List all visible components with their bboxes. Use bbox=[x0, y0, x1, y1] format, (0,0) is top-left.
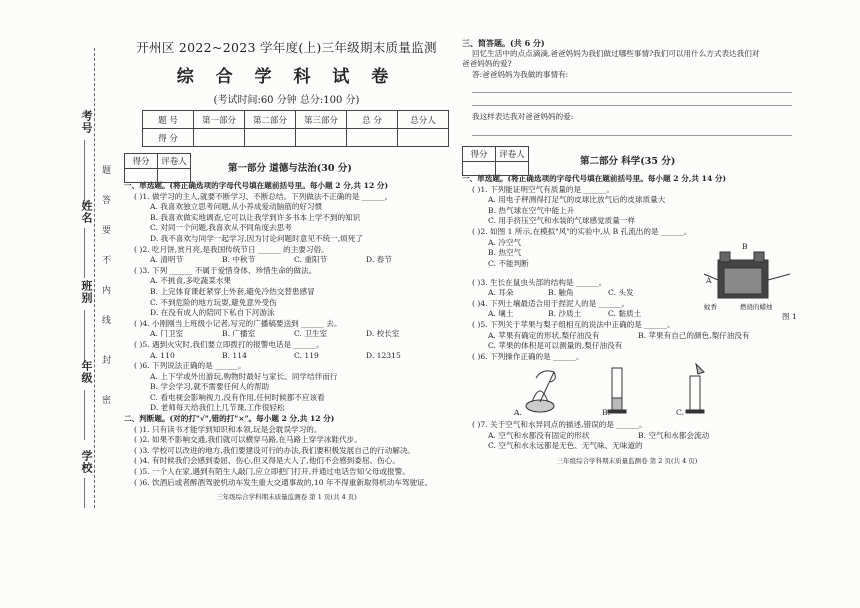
figure-option-label: B. bbox=[602, 408, 610, 418]
figure-number: 图 1 bbox=[782, 312, 797, 321]
question: ( )7. 关于空气和水异同点的描述,错误的是 ______。 bbox=[472, 420, 647, 430]
option: D. 校长室 bbox=[366, 329, 400, 339]
part2-title: 第二部分 科学(35 分) bbox=[580, 155, 676, 167]
grader-score-label: 得分 bbox=[125, 154, 158, 169]
option: A. 空气和水都没有固定的形状 bbox=[488, 430, 590, 440]
grader-name-label: 评卷人 bbox=[158, 154, 191, 169]
dropper-cylinder-icon bbox=[686, 364, 704, 413]
option: B. 中秋节 bbox=[222, 255, 256, 265]
score-cell[interactable] bbox=[398, 129, 449, 147]
option: B. 学会学习,就不需要任何人的帮助 bbox=[150, 382, 270, 392]
section-heading: 一、单选题。(将正确选项的字母代号填在题前括号里。每小题 2 分,共 12 分) bbox=[124, 181, 389, 190]
page-footer: 三年级综合学科期末质量监测卷 第 1 页(共 4 页) bbox=[216, 493, 357, 502]
option: B. 我喜欢做实地调查,它可以让我学到许多书本上学不到的知识 bbox=[150, 212, 361, 222]
answer-line[interactable] bbox=[472, 80, 792, 93]
option: C. 黏质土 bbox=[608, 309, 642, 319]
option: C. 119 bbox=[294, 350, 319, 360]
option: B. 热空气 bbox=[488, 248, 522, 258]
section-heading: 三、简答题。(共 6 分) bbox=[462, 38, 545, 48]
score-header: 第二部分 bbox=[245, 111, 296, 129]
option: A. 用电子秤测得打足气的皮球比放气后的皮球质量大 bbox=[488, 195, 666, 205]
question: ( )6. 下列说法正确的是 ______。 bbox=[134, 361, 246, 371]
score-cell[interactable] bbox=[194, 129, 245, 147]
option: D. 12315 bbox=[366, 350, 401, 360]
question: ( )4. 小刚刚当上班级小记者,写完的广播稿要送到 ______ 去。 bbox=[134, 318, 342, 328]
exam-subtitle: (考试时间:60 分钟 总分:100 分) bbox=[213, 95, 360, 106]
figure-option-label: C. bbox=[676, 408, 684, 418]
question: ( )1. 下列能证明空气有质量的是 ______。 bbox=[472, 184, 614, 194]
option: C. 看电视会影响视力,没有作用,任何时候都不应该看 bbox=[150, 392, 325, 402]
question: ( )2. 吃月饼,赏月亮,是我国传统节日 ______ 的主要习俗。 bbox=[134, 244, 329, 254]
part1-title: 第一部分 道德与法治(30 分) bbox=[228, 163, 352, 174]
binding-label-grade: 年级 bbox=[80, 360, 93, 384]
section-heading: 二、判断题。(对的打"√",错的打"×"。每小题 2 分,共 12 分) bbox=[124, 414, 335, 424]
seal-mark: 不 bbox=[100, 255, 110, 264]
judgment-item: ( )6. 饮酒后或者醉酒驾驶机动车发生重大交通事故的,10 年不得重新取得机动车驾驶证。 bbox=[134, 477, 433, 487]
alcohol-lamp-icon bbox=[526, 371, 555, 412]
option: A. 苹果有确定的形状,梨仔油没有 bbox=[488, 330, 600, 340]
option-row bbox=[124, 329, 449, 340]
question: ( )1. 做学习的主人,就要不断学习、不断总结。下列做法不正确的是 ______。 bbox=[134, 191, 393, 201]
judgment-item: ( )5. 一个人在家,遇到有陌生人敲门,应立即把门打开,并通过电话告知父母或报警。 bbox=[134, 467, 410, 477]
binding-label-name: 姓名 bbox=[80, 200, 93, 224]
option: C. 空气和水永远都是无色、无气味、无味道的 bbox=[488, 441, 643, 451]
score-table bbox=[142, 110, 449, 147]
binding-label-school: 学校 bbox=[80, 450, 93, 474]
option: D. 我不喜欢与同学一起学习,因为讨论问题时意见不统一,烦死了 bbox=[150, 233, 363, 243]
figure-caption-right: 燃烧的蜡烛 bbox=[740, 303, 773, 311]
seal-line bbox=[94, 48, 95, 508]
question: ( )5. 遇到火灾时,我们要立即拨打的报警电话是 ______。 bbox=[134, 339, 324, 349]
score-row-label: 得 分 bbox=[143, 129, 194, 147]
short-answer-prompt: 爸爸妈妈的爱? bbox=[462, 59, 512, 69]
binding-blank-grade bbox=[84, 390, 85, 440]
grader-score-cell[interactable] bbox=[463, 161, 496, 175]
option: C. 苹果的体积是可以测量的,梨仔油没有 bbox=[488, 341, 623, 351]
seal-mark: 要 bbox=[100, 225, 110, 234]
option: A. 不挑食,多吃蔬菜水果 bbox=[150, 276, 232, 286]
option: A. 耳朵 bbox=[488, 288, 514, 298]
wind-box-figure bbox=[700, 250, 800, 310]
option: A. 我喜欢独立思考问题,从小养成爱动脑筋的好习惯 bbox=[150, 202, 323, 212]
figure-label-b: B bbox=[742, 242, 748, 251]
seal-mark: 线 bbox=[100, 315, 110, 324]
binding-blank-class bbox=[84, 310, 85, 360]
score-header: 总分人 bbox=[398, 111, 449, 129]
question: ( )3. 生长在鼠虫头部的结构是 ______。 bbox=[472, 277, 607, 287]
score-header: 第一部分 bbox=[194, 111, 245, 129]
q6-figures bbox=[462, 362, 792, 420]
answer-line[interactable] bbox=[472, 123, 792, 136]
option: B. 上完体育课赶紧穿上外套,避免冷热交替患感冒 bbox=[150, 286, 315, 296]
option: A. 门卫室 bbox=[150, 329, 184, 339]
section-heading: 一、单选题。(将正确选项的字母代号填在题前括号里。每小题 2 分,共 14 分) bbox=[462, 173, 727, 183]
score-header: 总 分 bbox=[347, 111, 398, 129]
question: ( )5. 下列关于苹果与梨子组相互的说法中正确的是 ______。 bbox=[472, 319, 675, 329]
page-footer: 三年级综合学科期末质量监测卷 第 2 页(共 4 页) bbox=[556, 457, 698, 466]
figure-caption-left: 蚊香 bbox=[704, 303, 717, 311]
option: B. 沙质土 bbox=[548, 309, 582, 319]
binding-label-class: 班别 bbox=[80, 280, 93, 304]
left-page bbox=[124, 38, 449, 501]
answer-label: 答:爸爸妈妈为我做的事情有: bbox=[472, 69, 569, 79]
score-cell[interactable] bbox=[347, 129, 398, 147]
short-answer-prompt: 回忆生活中的点点滴滴,爸爸妈妈为我们做过哪些事情?我们可以用什么方式表达我们对 bbox=[472, 48, 760, 58]
question: ( )6. 下列操作正确的是 ______。 bbox=[472, 351, 584, 361]
question: ( )2. 如图 1 所示,在模拟"风"的实验中,从 B 孔流出的是 ______。 bbox=[472, 226, 692, 236]
grader-name-cell[interactable] bbox=[496, 161, 529, 175]
part2-header bbox=[462, 146, 792, 174]
seal-mark: 密 bbox=[100, 395, 110, 404]
seal-mark: 内 bbox=[100, 285, 110, 294]
option: A. 冷空气 bbox=[488, 237, 522, 247]
seal-mark: 题 bbox=[100, 165, 110, 174]
judgment-item: ( )1. 只有读书才能学到知识和本领,玩是会耽误学习的。 bbox=[134, 424, 322, 434]
option: C. 头发 bbox=[608, 288, 634, 298]
option: C. 对同一个问题,我喜欢从不同角度去思考 bbox=[150, 223, 292, 233]
option: B. 触角 bbox=[548, 288, 574, 298]
judgment-item: ( )4. 有时候我们会感到委屈、伤心,但又得是大人了,他们不会感到委屈、伤心。 bbox=[134, 456, 400, 466]
question: ( )4. 下列土壤最适合用于捏泥人的是 ______。 bbox=[472, 298, 630, 308]
option-row bbox=[462, 431, 792, 442]
exam-heading: 开州区 2022~2023 学年度(上)三年级期末质量监测 bbox=[136, 40, 437, 55]
score-cell[interactable] bbox=[296, 129, 347, 147]
option: A. 上下学或外出游玩,购物时最好与家长、同学结伴而行 bbox=[150, 371, 338, 381]
option: A. 110 bbox=[150, 350, 175, 360]
option-row bbox=[124, 255, 449, 266]
question: ( )3. 下列 ______ 不属于爱惜身体、珍惜生命的做法。 bbox=[134, 265, 317, 275]
option: A. 壤土 bbox=[488, 309, 514, 319]
option: C. 不能判断 bbox=[488, 258, 529, 268]
exam-title: 综 合 学 科 试 卷 bbox=[176, 67, 397, 87]
option: C. 不到危险的地方玩耍,避免意外受伤 bbox=[150, 297, 277, 307]
seal-mark: 答 bbox=[100, 195, 110, 204]
figure-option-label: A. bbox=[514, 408, 522, 418]
option: C. 用手挤压空气和水装的气球感觉质量一样 bbox=[488, 216, 636, 226]
option: D. 春节 bbox=[366, 255, 392, 265]
measuring-cylinder-icon bbox=[608, 368, 626, 413]
option-row bbox=[462, 331, 792, 342]
judgment-item: ( )3. 学校可以改进的地方,我们要建设可行的办法,我们要积极发展自己的行动解决。 bbox=[134, 445, 416, 455]
answer-label: 我这样表达我对爸爸妈妈的爱: bbox=[472, 112, 574, 122]
binding-label-exam-number: 考号 bbox=[80, 110, 93, 134]
option: D. 在没有成人的陪同下私自下河游泳 bbox=[150, 308, 275, 318]
wind-box-icon bbox=[704, 252, 790, 298]
score-header: 第三部分 bbox=[296, 111, 347, 129]
answer-line[interactable] bbox=[472, 93, 792, 106]
figure-label-a: A bbox=[706, 276, 712, 285]
binding-blank-exam-number bbox=[84, 140, 85, 200]
grader-name-cell[interactable] bbox=[158, 169, 191, 183]
option: A. 清明节 bbox=[150, 255, 184, 265]
binding-blank-school bbox=[84, 478, 85, 508]
grader-name-label: 评卷人 bbox=[496, 146, 529, 161]
grader-box bbox=[462, 146, 529, 176]
judgment-item: ( )2. 如果不影响交通,我们就可以横穿马路,在马路上穿学冰鞋代步。 bbox=[134, 435, 362, 445]
option: D. 老师每天给我们上几节课,工作很轻松 bbox=[150, 403, 285, 413]
binding-blank-name bbox=[84, 228, 85, 278]
option: B. 热气球在空气中能上升 bbox=[488, 205, 575, 215]
figure-1 bbox=[700, 242, 800, 325]
lab-operations-figure bbox=[462, 362, 792, 420]
option: B. 114 bbox=[222, 350, 247, 360]
seal-mark: 封 bbox=[100, 355, 110, 364]
option: B. 广播室 bbox=[222, 329, 256, 339]
option: C. 重阳节 bbox=[294, 255, 328, 265]
grader-box bbox=[124, 153, 191, 183]
score-cell[interactable] bbox=[245, 129, 296, 147]
option-row bbox=[124, 351, 449, 362]
option: B. 空气和水都会流动 bbox=[638, 430, 710, 440]
grader-score-label: 得分 bbox=[463, 146, 496, 161]
grader-score-cell[interactable] bbox=[125, 169, 158, 183]
option: B. 苹果有自己的颜色,梨仔油没有 bbox=[638, 330, 750, 340]
option: C. 卫生室 bbox=[294, 329, 328, 339]
score-header: 题 号 bbox=[143, 111, 194, 129]
part1-header bbox=[124, 153, 449, 181]
